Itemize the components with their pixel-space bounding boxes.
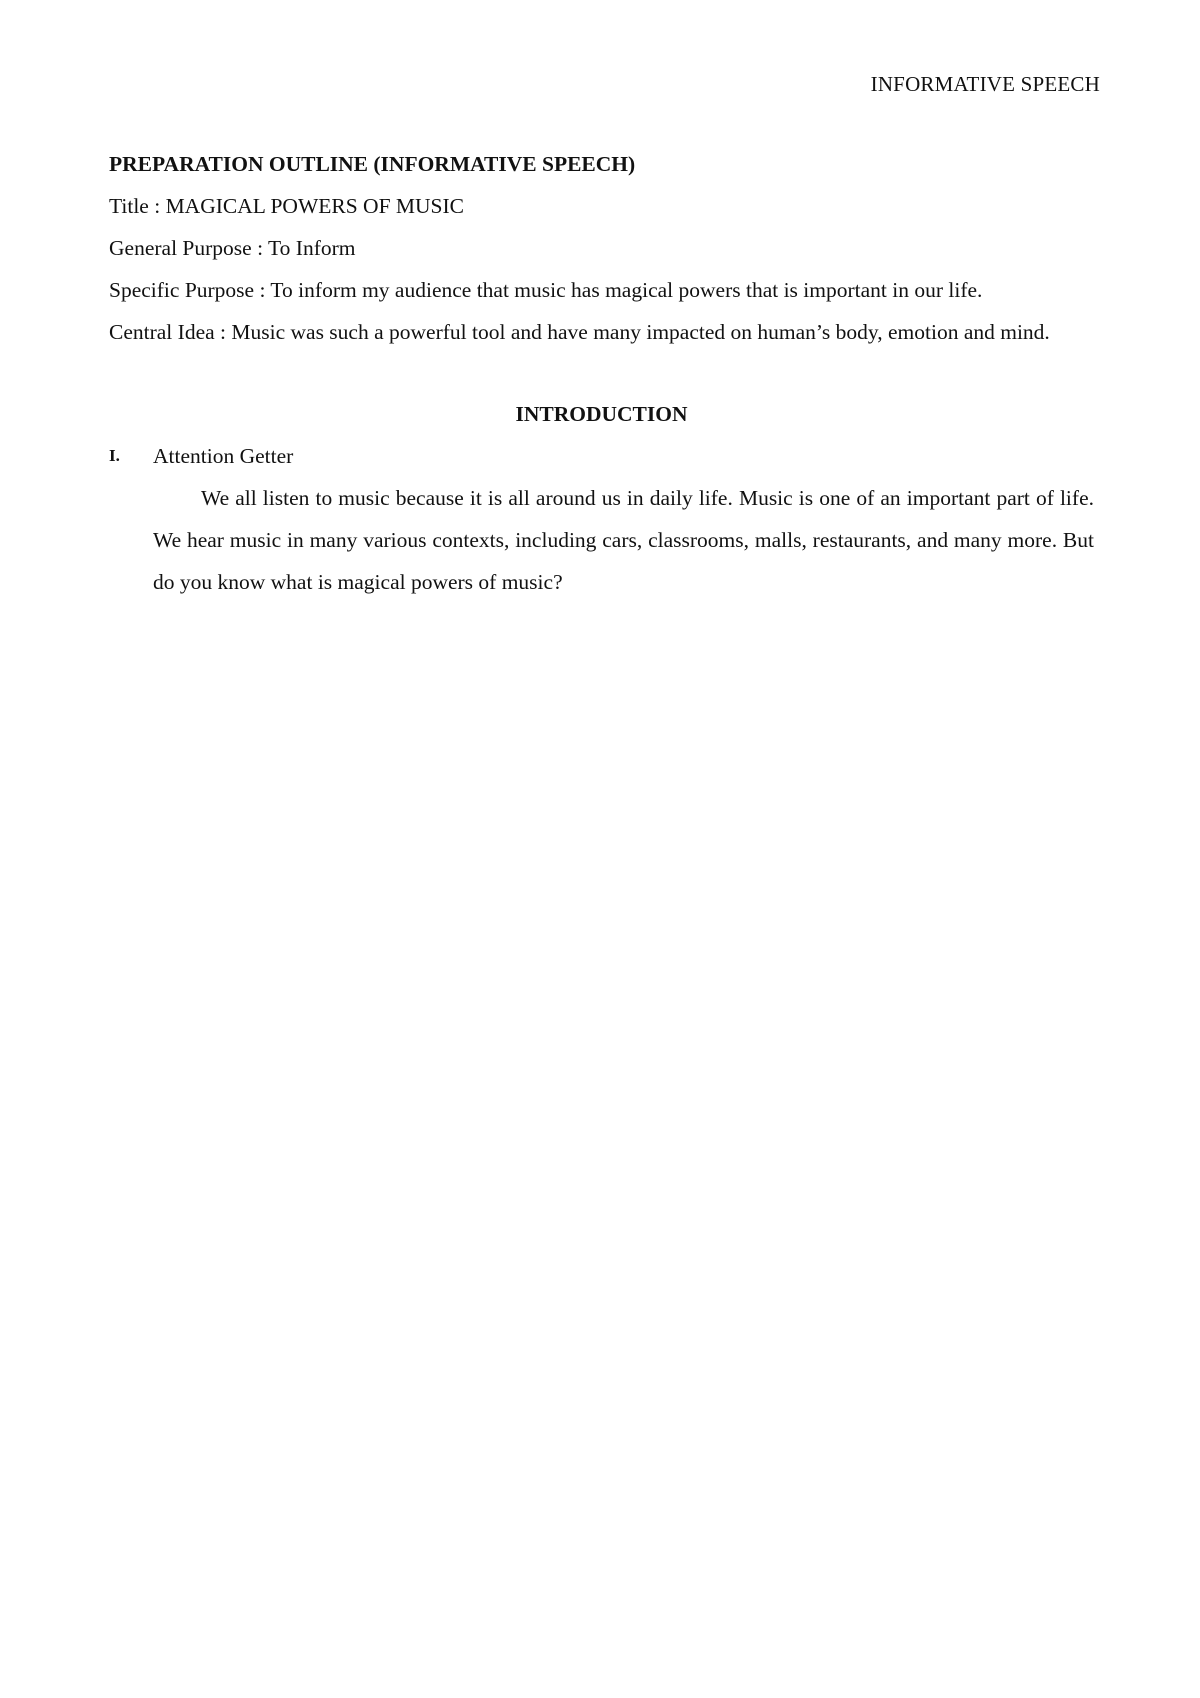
central-idea: Central Idea : Music was such a powerful tool and have many impacted on human’s body, emotion and mind. — [109, 320, 1050, 344]
attention-getter-paragraph: We all listen to music because it is all around us in daily life. Music is one of an important part of life. We hear music in many various contexts, including cars, classrooms, malls, restaurants, and many more. But do you know what is magical powers of music? — [153, 486, 1094, 594]
list-item-attention-getter — [109, 435, 1094, 477]
list-item-label: Attention Getter — [153, 444, 294, 468]
general-purpose: General Purpose : To Inform — [109, 236, 356, 260]
section-spacer — [109, 353, 1094, 393]
outline-heading: PREPARATION OUTLINE (INFORMATIVE SPEECH) — [109, 152, 636, 176]
specific-purpose: Specific Purpose : To inform my audience that music has magical powers that is important in our life. — [109, 278, 983, 302]
introduction-heading: INTRODUCTION — [515, 402, 688, 426]
running-header: INFORMATIVE SPEECH — [870, 72, 1100, 96]
speech-title: Title : MAGICAL POWERS OF MUSIC — [109, 194, 465, 218]
list-marker: I. — [109, 446, 120, 465]
document-body — [109, 143, 1094, 603]
